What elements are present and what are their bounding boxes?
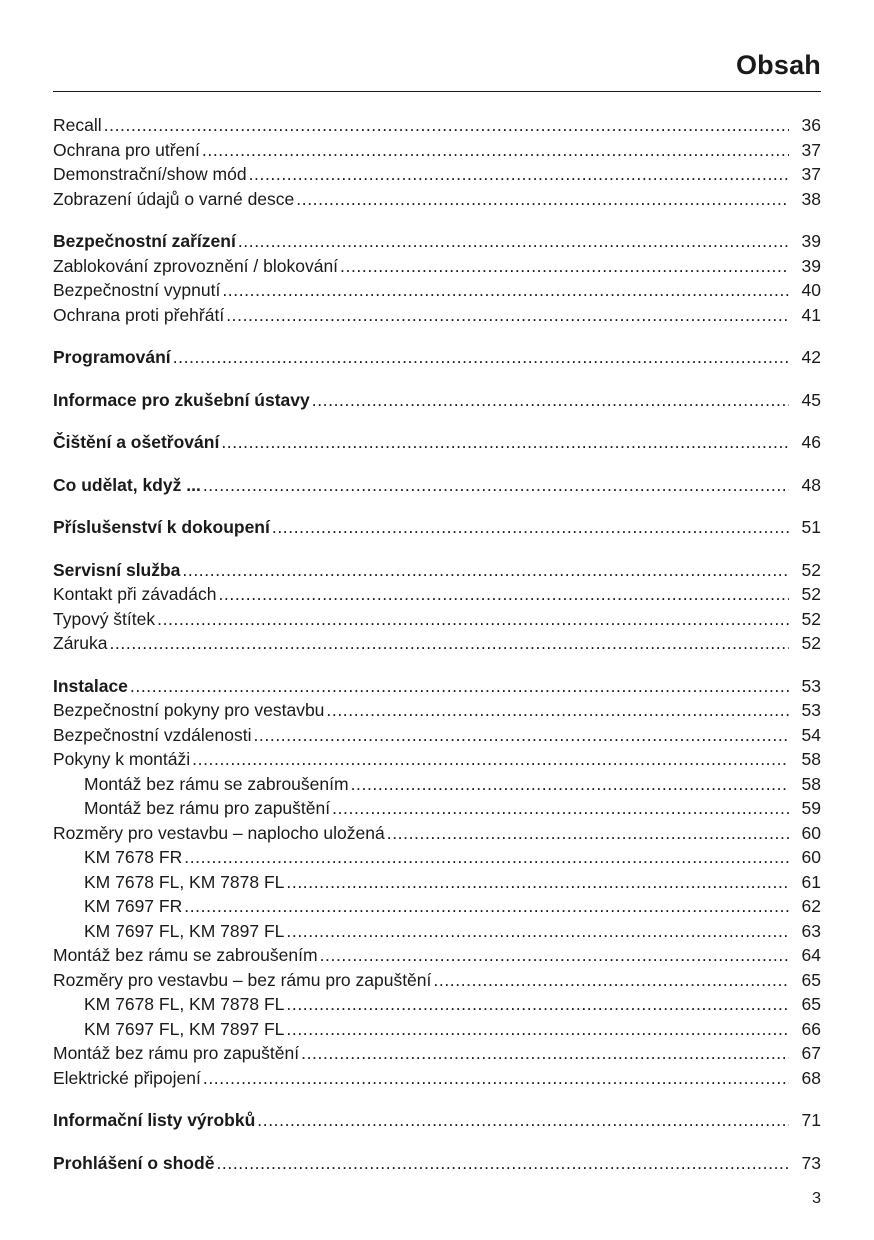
toc-entry-label: Pokyny k montáži <box>53 749 191 769</box>
toc-entry-page: 65 <box>801 969 821 990</box>
dot-leader <box>340 254 789 279</box>
dot-leader <box>433 968 789 993</box>
toc-entry-label: KM 7678 FL, KM 7878 FL <box>84 871 285 892</box>
toc-entry <box>53 698 821 723</box>
toc-entry-page: 40 <box>801 280 821 300</box>
toc-entry-label: Programování <box>53 347 171 367</box>
toc-entry <box>53 1017 821 1042</box>
toc-entry <box>53 254 821 279</box>
toc-entry-page: 60 <box>801 847 821 867</box>
toc-entry-page: 48 <box>801 474 821 495</box>
dot-leader <box>253 723 789 748</box>
toc-entry <box>53 631 821 656</box>
dot-leader <box>326 698 789 723</box>
dot-leader <box>226 303 789 328</box>
dot-leader <box>301 1041 789 1066</box>
dot-leader <box>182 558 789 583</box>
dot-leader <box>184 845 789 870</box>
toc-entry <box>53 796 821 821</box>
dot-leader <box>286 1017 789 1042</box>
toc-entry <box>53 1066 821 1091</box>
toc-entry <box>53 607 821 632</box>
toc-entry-page: 53 <box>801 700 821 720</box>
toc-entry-label: Bezpečnostní vypnutí <box>53 280 221 300</box>
dot-leader <box>249 162 789 187</box>
toc-entry-label: Ochrana pro utření <box>53 139 200 160</box>
toc-entry <box>53 1041 821 1066</box>
dot-leader <box>332 796 789 821</box>
toc-entry-page: 46 <box>801 432 821 452</box>
dot-leader <box>203 473 789 498</box>
toc-entry-page: 41 <box>801 304 821 325</box>
page-number: 3 <box>812 1190 821 1207</box>
toc-entry-label: Rozměry pro vestavbu – bez rámu pro zapuštění <box>53 969 432 990</box>
dot-leader <box>286 992 789 1017</box>
toc-entry <box>53 113 821 138</box>
dot-leader <box>109 631 789 656</box>
toc-entry-label: KM 7678 FL, KM 7878 FL <box>84 994 285 1014</box>
toc-entry-page: 38 <box>801 188 821 209</box>
dot-leader <box>222 278 789 303</box>
dot-leader <box>296 187 789 212</box>
toc-entry-page: 36 <box>801 115 821 135</box>
toc-entry-label: Bezpečnostní zařízení <box>53 231 236 251</box>
toc-entry-label: Montáž bez rámu se zabroušením <box>84 773 349 794</box>
toc-entry-page: 52 <box>801 633 821 653</box>
toc-entry-label: Servisní služba <box>53 559 181 580</box>
toc-entry-page: 58 <box>801 749 821 769</box>
toc-entry <box>53 515 821 540</box>
dot-leader <box>320 943 789 968</box>
toc-entry <box>53 138 821 163</box>
toc-entry-label: Montáž bez rámu se zabroušením <box>53 945 318 965</box>
toc-entry-page: 52 <box>801 608 821 629</box>
toc-entry-label: Co udělat, když ... <box>53 474 201 495</box>
dot-leader <box>218 582 789 607</box>
dot-leader <box>272 515 789 540</box>
toc-entry-label: Recall <box>53 115 102 135</box>
toc-entry <box>53 772 821 797</box>
dot-leader <box>203 1066 789 1091</box>
toc-entry-page: 71 <box>801 1110 821 1130</box>
toc-entry-page: 59 <box>801 798 821 818</box>
dot-leader <box>173 345 789 370</box>
toc-entry-label: Typový štítek <box>53 608 156 629</box>
toc-entry-page: 67 <box>801 1043 821 1063</box>
toc-entry-page: 52 <box>801 559 821 580</box>
toc-entry <box>53 558 821 583</box>
toc-entry-label: Informační listy výrobků <box>53 1110 256 1130</box>
toc-entry <box>53 747 821 772</box>
toc-entry <box>53 919 821 944</box>
toc-entry <box>53 894 821 919</box>
toc-entry-label: Rozměry pro vestavbu – naplocho uložená <box>53 822 385 843</box>
toc-entry-label: Příslušenství k dokoupení <box>53 517 270 537</box>
toc-entry <box>53 1151 821 1176</box>
toc-entry <box>53 723 821 748</box>
dot-leader <box>216 1151 789 1176</box>
toc-entry-page: 73 <box>801 1152 821 1173</box>
toc-entry <box>53 821 821 846</box>
toc-entry-page: 45 <box>801 389 821 410</box>
toc-entry-page: 65 <box>801 994 821 1014</box>
toc-entry-page: 66 <box>801 1018 821 1039</box>
toc-entry-label: Bezpečnostní vzdálenosti <box>53 724 252 745</box>
toc-entry <box>53 992 821 1017</box>
toc-entry-page: 68 <box>801 1067 821 1088</box>
toc-entry-page: 37 <box>801 139 821 160</box>
toc-entry-page: 39 <box>801 231 821 251</box>
toc-entry-page: 39 <box>801 255 821 276</box>
toc-entry <box>53 430 821 455</box>
toc-entry-label: KM 7678 FR <box>84 847 183 867</box>
toc-entry-page: 53 <box>801 675 821 696</box>
toc-entry <box>53 870 821 895</box>
dot-leader <box>192 747 789 772</box>
toc-entry <box>53 303 821 328</box>
toc-entry-label: Elektrické připojení <box>53 1067 201 1088</box>
toc-entry-page: 52 <box>801 584 821 604</box>
toc-entry <box>53 1108 821 1133</box>
dot-leader <box>184 894 789 919</box>
toc-entry-label: Ochrana proti přehřátí <box>53 304 225 325</box>
dot-leader <box>286 919 789 944</box>
toc-entry-label: Čištění a ošetřování <box>53 432 220 452</box>
toc-entry <box>53 388 821 413</box>
toc-entry-label: Bezpečnostní pokyny pro vestavbu <box>53 700 325 720</box>
title-divider <box>53 91 821 92</box>
toc-entry-page: 61 <box>801 871 821 892</box>
toc-entry-label: Montáž bez rámu pro zapuštění <box>53 1043 300 1063</box>
dot-leader <box>351 772 789 797</box>
dot-leader <box>257 1108 789 1133</box>
dot-leader <box>238 229 789 254</box>
toc-entry <box>53 229 821 254</box>
toc-entry <box>53 582 821 607</box>
toc-entry <box>53 345 821 370</box>
toc-entry-page: 42 <box>801 347 821 367</box>
toc-entry-page: 51 <box>801 517 821 537</box>
toc-entry-label: Zobrazení údajů o varné desce <box>53 188 295 209</box>
dot-leader <box>130 674 789 699</box>
toc-entry-label: Montáž bez rámu pro zapuštění <box>84 798 331 818</box>
toc-entry-label: Záruka <box>53 633 108 653</box>
toc-entry-page: 54 <box>801 724 821 745</box>
toc-entry-label: KM 7697 FR <box>84 896 183 916</box>
toc-entry <box>53 278 821 303</box>
toc-entry <box>53 845 821 870</box>
toc-entry <box>53 473 821 498</box>
toc-entry-label: KM 7697 FL, KM 7897 FL <box>84 1018 285 1039</box>
toc-entry-label: Informace pro zkušební ústavy <box>53 389 310 410</box>
dot-leader <box>312 388 789 413</box>
table-of-contents <box>53 113 821 1175</box>
toc-entry-page: 37 <box>801 164 821 184</box>
dot-leader <box>202 138 789 163</box>
toc-entry-label: Kontakt při závadách <box>53 584 217 604</box>
dot-leader <box>104 113 789 138</box>
toc-entry-page: 60 <box>801 822 821 843</box>
toc-entry-label: Instalace <box>53 675 128 696</box>
dot-leader <box>286 870 789 895</box>
toc-entry-label: Zablokování zprovoznění / blokování <box>53 255 339 276</box>
toc-entry-label: Prohlášení o shodě <box>53 1152 215 1173</box>
dot-leader <box>387 821 789 846</box>
toc-entry <box>53 162 821 187</box>
toc-entry-label: KM 7697 FL, KM 7897 FL <box>84 920 285 941</box>
toc-entry-label: Demonstrační/show mód <box>53 164 247 184</box>
toc-entry-page: 58 <box>801 773 821 794</box>
dot-leader <box>157 607 789 632</box>
toc-entry-page: 62 <box>801 896 821 916</box>
toc-entry <box>53 674 821 699</box>
toc-entry-page: 63 <box>801 920 821 941</box>
toc-entry <box>53 968 821 993</box>
dot-leader <box>221 430 789 455</box>
toc-entry <box>53 187 821 212</box>
toc-entry <box>53 943 821 968</box>
toc-entry-page: 64 <box>801 945 821 965</box>
page-title: Obsah <box>735 50 821 80</box>
